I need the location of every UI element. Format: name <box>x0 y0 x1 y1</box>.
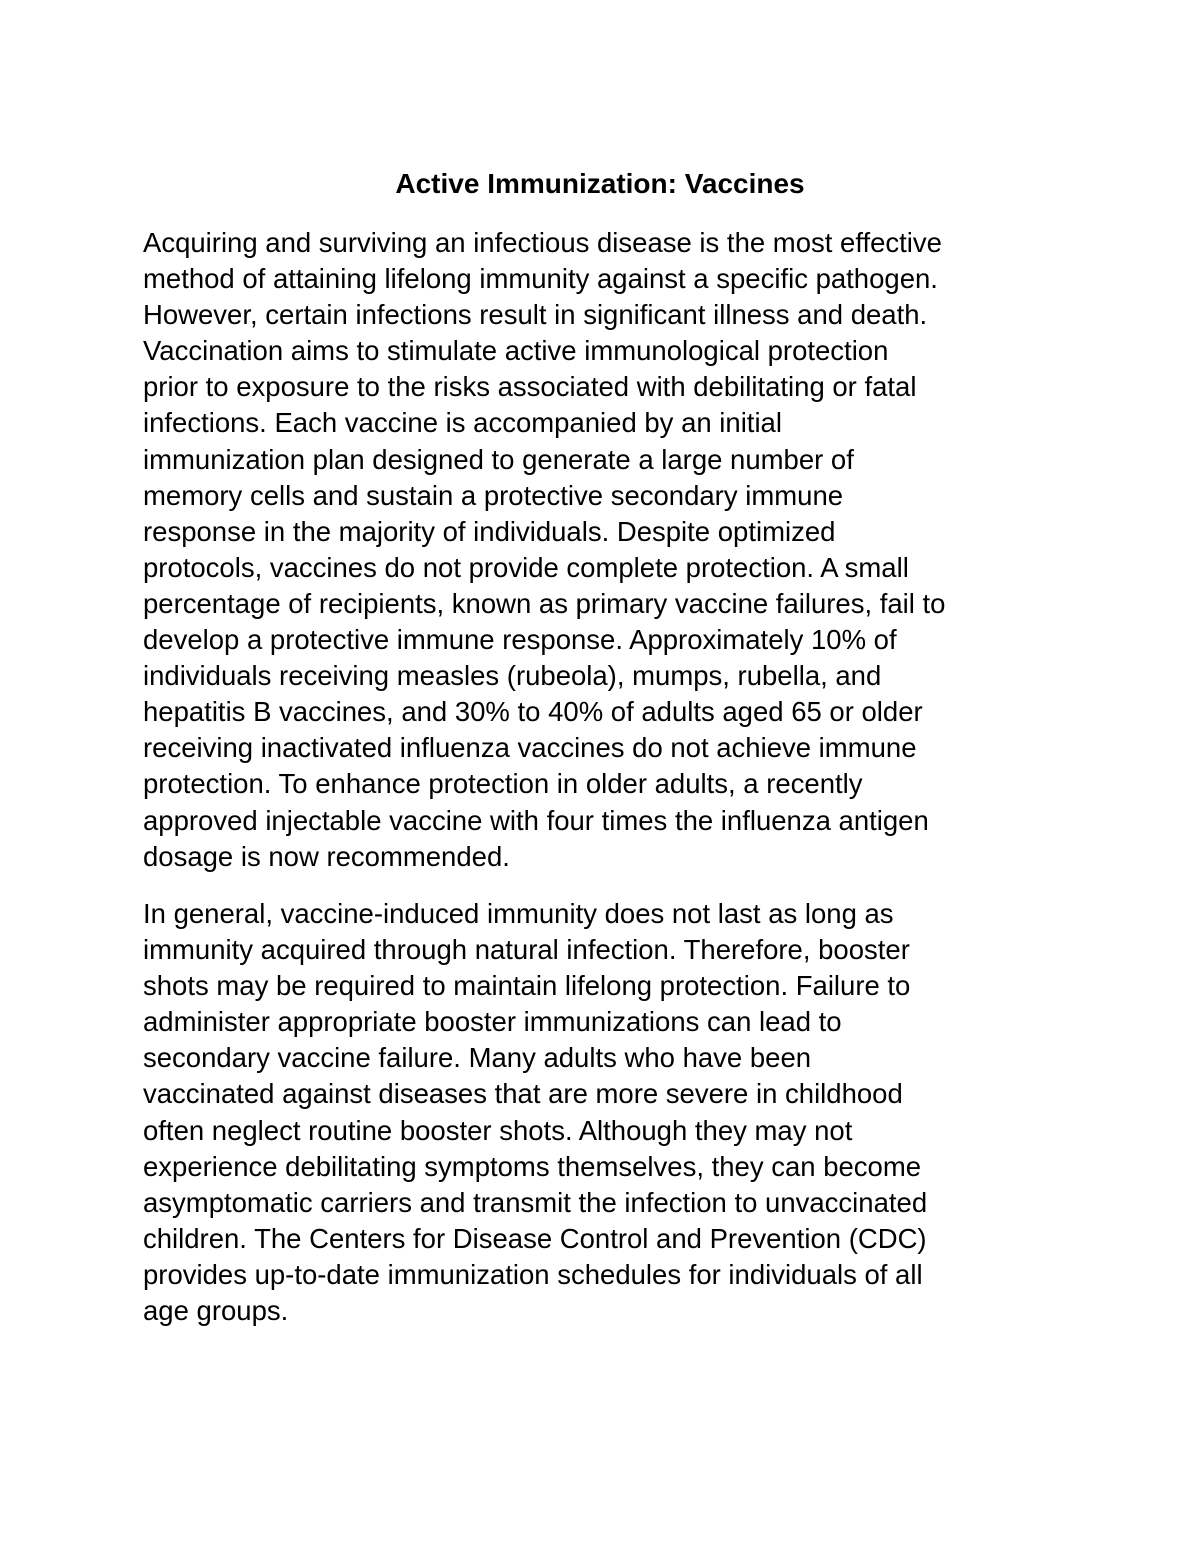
text-line: response in the majority of individuals. Despite optimized <box>143 515 836 547</box>
text-line: protection. To enhance protection in older adults, a recently <box>143 768 863 800</box>
text-line: approved injectable vaccine with four times the influenza antigen <box>143 804 929 836</box>
text-line: age groups. <box>143 1295 289 1327</box>
text-line: children. The Centers for Disease Control and Prevention (CDC) <box>143 1222 927 1254</box>
text-line: Vaccination aims to stimulate active immunological protection <box>143 335 889 367</box>
paragraph-2 <box>143 896 1083 1329</box>
text-line: memory cells and sustain a protective secondary immune <box>143 479 844 511</box>
text-line: hepatitis B vaccines, and 30% to 40% of adults aged 65 or older <box>143 696 923 728</box>
text-line: dosage is now recommended. <box>143 840 510 872</box>
text-line: method of attaining lifelong immunity against a specific pathogen. <box>143 263 938 295</box>
text-line: receiving inactivated influenza vaccines do not achieve immune <box>143 732 917 764</box>
text-line: Acquiring and surviving an infectious disease is the most effective <box>143 227 942 258</box>
text-line: provides up-to-date immunization schedules for individuals of all <box>143 1258 923 1290</box>
text-line: However, certain infections result in significant illness and death. <box>143 299 928 331</box>
text-line: asymptomatic carriers and transmit the infection to unvaccinated <box>143 1186 928 1218</box>
text-line: experience debilitating symptoms themselves, they can become <box>143 1150 922 1182</box>
text-line: administer appropriate booster immunizations can lead to <box>143 1006 842 1038</box>
text-line: immunization plan designed to generate a large number of <box>143 443 854 475</box>
text-line: individuals receiving measles (rubeola), mumps, rubella, and <box>143 660 882 692</box>
document-title: Active Immunization: Vaccines <box>395 168 805 199</box>
text-line: protocols, vaccines do not provide complete protection. A small <box>143 551 909 583</box>
text-line: In general, vaccine-induced immunity does not last as long as <box>143 898 894 929</box>
text-line: secondary vaccine failure. Many adults who have been <box>143 1042 812 1074</box>
text-line: prior to exposure to the risks associated with debilitating or fatal <box>143 371 917 403</box>
text-line: shots may be required to maintain lifelong protection. Failure to <box>143 970 911 1002</box>
text-line: develop a protective immune response. Approximately 10% of <box>143 624 897 656</box>
text-line: vaccinated against diseases that are more severe in childhood <box>143 1078 903 1110</box>
text-line: percentage of recipients, known as primary vaccine failures, fail to <box>143 587 946 619</box>
text-line: immunity acquired through natural infection. Therefore, booster <box>143 934 910 966</box>
paragraph-1 <box>143 225 1083 875</box>
text-line: infections. Each vaccine is accompanied by an initial <box>143 407 782 439</box>
text-line: often neglect routine booster shots. Although they may not <box>143 1114 853 1146</box>
